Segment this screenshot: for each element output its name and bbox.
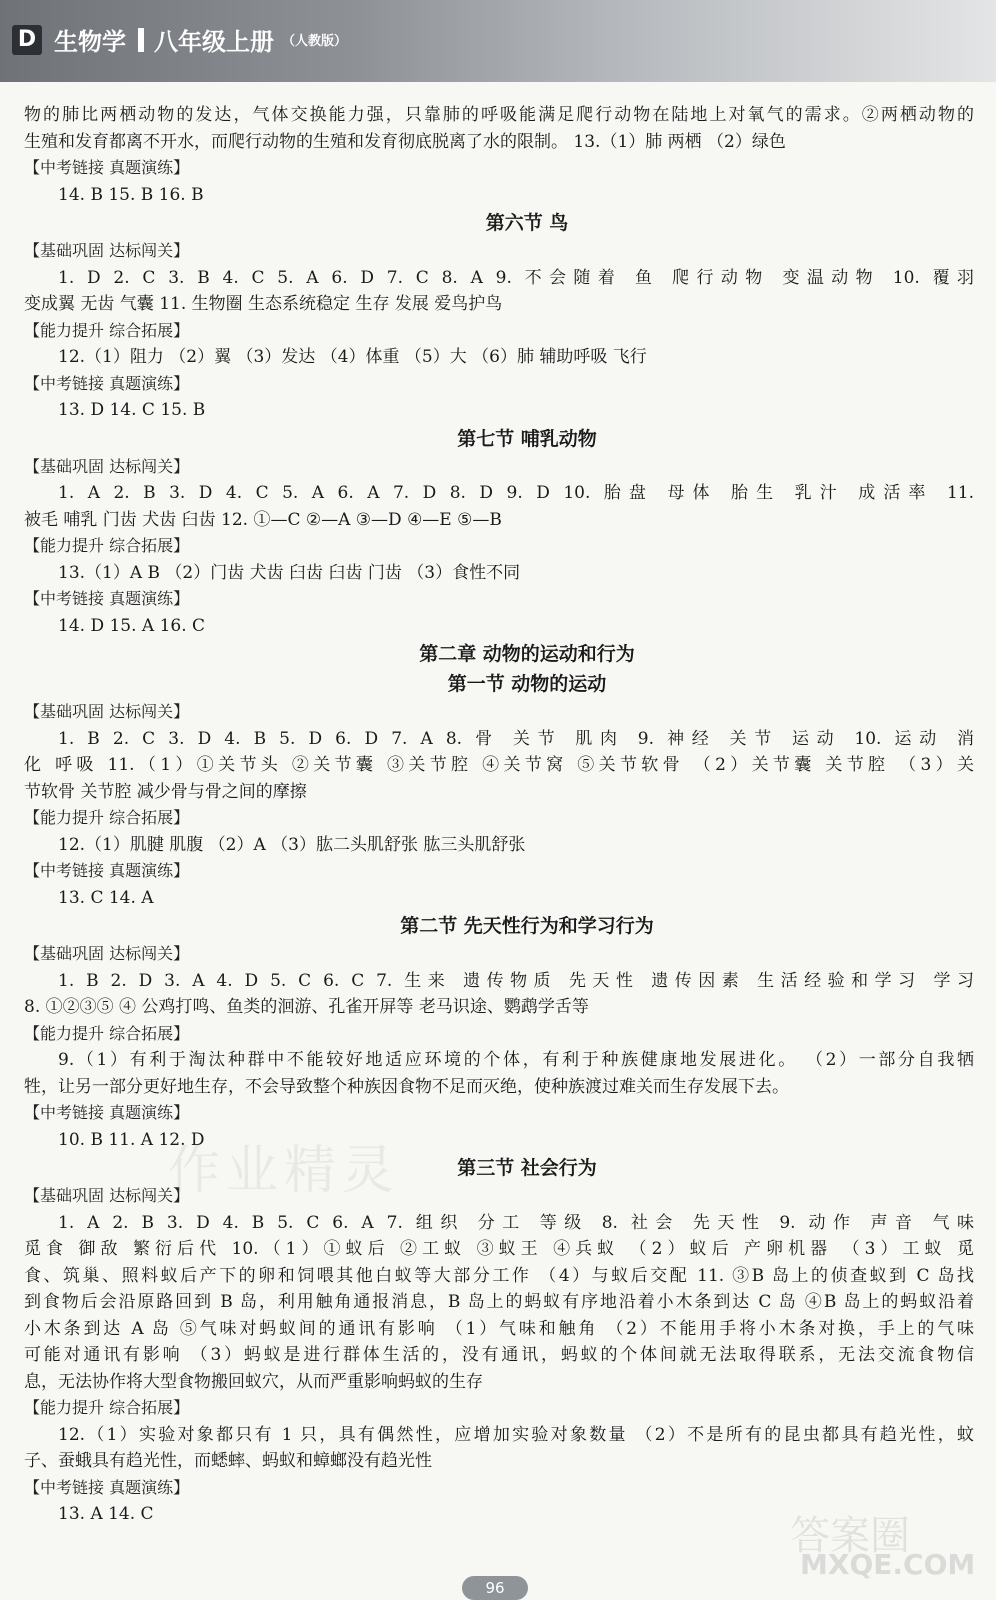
section-label: 【基础巩固 达标闯关】 xyxy=(24,1186,190,1205)
section-title: 第七节 哺乳动物 xyxy=(457,427,597,450)
answer-line: 13. C 14. A xyxy=(58,887,154,908)
answer-line: 节软骨 关节腔 减少骨与骨之间的摩擦 xyxy=(24,781,307,802)
section-label: 【基础巩固 达标闯关】 xyxy=(24,944,190,963)
answer-line: 觅食 御敌 繁衍后代 10.（1）①蚁后 ②工蚁 ③蚁王 ④兵蚁 （2）蚁后 产卵机器 （3）工蚁 觅 xyxy=(24,1239,974,1259)
edition-label: （人教版） xyxy=(282,34,348,49)
section-label: 【中考链接 真题演练】 xyxy=(24,158,190,177)
watermark-right: 答案圈 xyxy=(790,1513,910,1559)
answer-line: 10. B 11. A 12. D xyxy=(58,1129,205,1150)
grade-title: 八年级上册 xyxy=(154,28,274,56)
answer-line: 8. ①②③⑤ ④ 公鸡打鸣、鱼类的洄游、孔雀开屏等 老马识途、鹦鹉学舌等 xyxy=(24,997,589,1017)
section-label: 【中考链接 真题演练】 xyxy=(24,1103,190,1122)
answer-line: 12.（1）阻力 （2）翼 （3）发达 （4）体重 （5）大 （6）肺 辅助呼吸 飞行 xyxy=(58,347,647,367)
section-label: 【能力提升 综合拓展】 xyxy=(24,1023,190,1043)
answer-line: 1. B 2. D 3. A 4. D 5. C 6. C 7. 生来 遗传物质 先天性 遗传因素 生活经验和学习 学习 xyxy=(58,970,974,991)
section-label: 【基础巩固 达标闯关】 xyxy=(24,456,190,476)
title-separator xyxy=(138,28,144,52)
section-title: 第三节 社会行为 xyxy=(457,1157,597,1179)
section-label: 【能力提升 综合拓展】 xyxy=(24,808,190,827)
section-label: 【中考链接 真题演练】 xyxy=(24,373,190,393)
answer-line: 9.（1）有利于淘汰种群中不能较好地适应环境的个体，有利于种族健康地发展进化。 （2）一部分自我牺 xyxy=(58,1050,974,1070)
answer-line: 13.（1）A B （2）门齿 犬齿 臼齿 臼齿 门齿 （3）食性不同 xyxy=(58,562,521,583)
section-label: 【基础巩固 达标闯关】 xyxy=(24,241,190,260)
answer-line: 变成翼 无齿 气囊 11. 生物圈 生态系统稳定 生存 发展 爱鸟护鸟 xyxy=(24,294,503,314)
subject-title: 生物学 xyxy=(54,28,126,56)
answer-line: 12.（1）实验对象都只有 1 只，具有偶然性，应增加实验对象数量 （2）不是所有的昆虫都具有趋光性，蚊 xyxy=(58,1424,974,1445)
section-title: 第二章 动物的运动和行为 xyxy=(419,643,635,665)
answer-line: 息，无法协作将大型食物搬回蚁穴，从而严重影响蚂蚁的生存 xyxy=(24,1371,483,1392)
answer-line: 生殖和发育都离不开水，而爬行动物的生殖和发育彻底脱离了水的限制。 13.（1）肺 两栖 （2）绿色 xyxy=(24,131,786,152)
section-label: 【中考链接 真题演练】 xyxy=(24,589,190,608)
section-title: 第六节 鸟 xyxy=(485,212,569,234)
answer-line: 14. B 15. B 16. B xyxy=(58,184,204,205)
section-title: 第一节 动物的运动 xyxy=(447,673,607,695)
header-title-group xyxy=(12,22,347,57)
answer-line: 1. A 2. B 3. D 4. B 5. C 6. A 7. 组织 分工 等级 8. 社会 先天性 9. 动作 声音 气味 xyxy=(58,1212,974,1233)
watermark-url: MXQE.COM xyxy=(800,1548,976,1581)
section-label: 【能力提升 综合拓展】 xyxy=(24,1398,190,1417)
answer-line: 被毛 哺乳 门齿 犬齿 臼齿 12. ①—C ②—A ③—D ④—E ⑤—B xyxy=(24,509,502,530)
section-label: 【能力提升 综合拓展】 xyxy=(24,320,190,340)
page-number: 96 xyxy=(462,1576,528,1600)
answer-line: 可能对通讯有影响 （3）蚂蚁是进行群体生活的，没有通讯，蚂蚁的个体间就无法取得联系，无法交流食物信 xyxy=(24,1345,974,1365)
answer-line: 14. D 15. A 16. C xyxy=(58,615,206,636)
answer-line: 12.（1）肌腱 肌腹 （2）A （3）肱二头肌舒张 肱三头肌舒张 xyxy=(58,834,526,855)
answer-line: 子、蚕蛾具有趋光性，而蟋蟀、蚂蚁和蟑螂没有趋光性 xyxy=(24,1451,432,1471)
section-title: 第二节 先天性行为和学习行为 xyxy=(400,915,654,937)
answer-line: 牲，让另一部分更好地生存，不会导致整个种族因食物不足而灭绝，使种族渡过难关而生存发展下去。 xyxy=(24,1076,789,1097)
page-header xyxy=(0,0,996,82)
section-label: 【基础巩固 达标闯关】 xyxy=(24,702,190,721)
answer-line: 食、筑巢、照料蚁后产下的卵和饲喂其他白蚁等大部分工作 （4）与蚁后交配 11. ③B 岛上的侦查蚁到 C 岛找 xyxy=(24,1265,974,1286)
answer-content xyxy=(24,102,974,1528)
answer-line: 1. D 2. C 3. B 4. C 5. A 6. D 7. C 8. A 9. 不会随着 鱼 爬行动物 变温动物 10. 覆羽 xyxy=(58,267,974,288)
answer-line: 小木条到达 A 岛 ⑤气味对蚂蚁间的通讯有影响 （1）气味和触角 （2）不能用手将小木条对换，手上的气味 xyxy=(24,1318,974,1339)
answer-line: 1. A 2. B 3. D 4. C 5. A 6. A 7. D 8. D 9. D 10. 胎盘 母体 胎生 乳汁 成活率 11. xyxy=(58,483,974,503)
answer-line: 物的肺比两栖动物的发达，气体交换能力强，只靠肺的呼吸能满足爬行动物在陆地上对氧气的需求。②两栖动物的 xyxy=(24,105,974,125)
answer-line: 到食物后会沿原路回到 B 岛，利用触角通报消息，B 岛上的蚂蚁有序地沿着小木条到达 C 岛 ④B 岛上的蚂蚁沿着 xyxy=(24,1292,974,1312)
section-label: 【能力提升 综合拓展】 xyxy=(24,536,190,555)
series-badge: D xyxy=(12,25,42,55)
answer-line: 化 呼吸 11.（1）①关节头 ②关节囊 ③关节腔 ④关节窝 ⑤关节软骨 （2）关节囊 关节腔 （3）关 xyxy=(24,755,974,775)
answer-line: 13. D 14. C 15. B xyxy=(58,400,206,420)
section-label: 【中考链接 真题演练】 xyxy=(24,1477,190,1497)
answer-line: 1. B 2. C 3. D 4. B 5. D 6. D 7. A 8. 骨 关节 肌肉 9. 神经 关节 运动 10. 运动 消 xyxy=(58,728,974,749)
watermark-center: 作业精灵 xyxy=(168,1141,401,1201)
section-label: 【中考链接 真题演练】 xyxy=(24,861,190,880)
answer-line: 13. A 14. C xyxy=(58,1504,154,1524)
